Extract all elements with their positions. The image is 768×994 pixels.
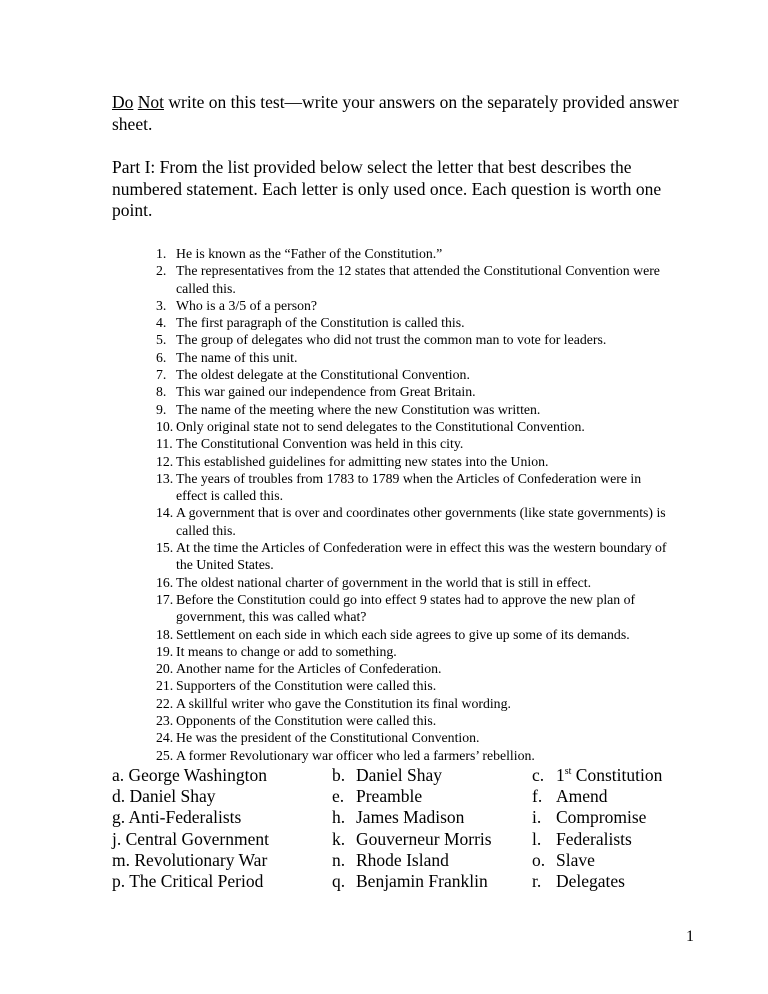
question-text: The years of troubles from 1783 to 1789 when the Articles of Confederation were in effect is called this. [176,470,642,504]
answer-letter: e. [332,786,345,807]
question-number: 3. [156,297,167,313]
answer-choice [332,829,512,850]
question-item [156,366,668,383]
question-list [156,245,668,764]
question-item [156,574,668,591]
question-item [156,297,668,314]
answer-choice [112,807,312,828]
answer-choice [332,871,512,892]
question-item [156,695,668,712]
answer-text: Amend [556,786,608,807]
question-text: A former Revolutionary war officer who led a farmers’ rebellion. [176,747,535,763]
question-text: The Constitutional Convention was held in this city. [176,436,464,452]
question-item [156,660,668,677]
answer-choice [532,850,722,871]
answer-choice [532,807,722,828]
question-text: The name of this unit. [176,349,298,365]
question-text: A skillful writer who gave the Constitution its final wording. [176,695,511,711]
question-number: 1. [156,246,167,261]
question-number: 9. [156,401,167,417]
answer-text: Federalists [556,828,632,849]
answer-choice [112,765,312,786]
part1-directions: Part I: From the list provided below select the letter that best describes the numbered statement. Each letter is only used once. Each question is worth one point. [112,157,662,220]
answer-choice [112,871,312,892]
answer-text: Slave [556,849,595,870]
answer-text: Rhode Island [356,849,449,870]
answer-letter: g. [112,807,126,828]
question-text: Settlement on each side in which each side agrees to give up some of its demands. [176,626,630,642]
question-number: 24. [156,730,174,746]
question-item [156,643,668,660]
answer-letter: k. [332,828,346,849]
question-number: 21. [156,678,174,694]
answer-text: Compromise [556,807,647,828]
question-number: 19. [156,643,174,659]
question-text: He was the president of the Constitutional Convention. [176,730,480,746]
question-number: 18. [156,626,174,642]
answer-ordinal-suffix: st [564,766,572,778]
answer-choice [112,786,312,807]
answer-text: George Washington [128,765,267,785]
answer-letter: q. [332,871,346,892]
question-number: 11. [156,436,173,452]
question-number: 5. [156,332,167,348]
question-text: The oldest national charter of government in the world that is still in effect. [176,574,592,590]
question-number: 17. [156,591,174,607]
instructions [112,92,692,135]
question-text: Another name for the Articles of Confederation. [176,661,442,677]
answer-choice [332,807,512,828]
answer-text: Revolutionary War [134,849,268,870]
question-number: 7. [156,367,167,383]
question-item [156,435,668,452]
answer-text: The Critical Period [129,871,264,892]
answer-ordinal: 1 [556,765,565,785]
answer-column-2 [332,765,512,892]
instructions-rest: write on this test—write your answers on the separately provided answer sheet. [112,92,679,134]
answer-choice [332,850,512,871]
answer-choice [532,765,722,786]
question-text: The name of the meeting where the new Constitution was written. [176,401,541,417]
question-text: The oldest delegate at the Constitutional Convention. [176,367,470,383]
answer-letter: b. [332,765,346,785]
question-number: 13. [156,470,174,486]
question-number: 15. [156,540,174,556]
page-number: 1 [686,928,694,945]
question-text: At the time the Articles of Confederation were in effect this was the western boundary of the United States. [176,540,667,573]
answer-letter: a. [112,765,125,785]
question-item [156,331,668,348]
question-item [156,470,668,505]
question-item [156,349,668,366]
question-number: 20. [156,661,174,677]
not-underlined: Not [137,92,165,112]
answer-text: Preamble [356,786,423,807]
question-number: 25. [156,747,174,763]
answer-column-1 [112,765,312,892]
question-text: This established guidelines for admitting new states into the Union. [176,453,549,469]
question-item [156,626,668,643]
question-text: A government that is over and coordinates other governments (like state governments) is called this. [176,505,666,538]
answer-letter: d. [112,786,126,807]
question-number: 8. [156,384,167,400]
question-item [156,401,668,418]
question-text: Only original state not to send delegates to the Constitutional Convention. [176,418,585,434]
answer-choice [532,786,722,807]
question-number: 16. [156,574,174,590]
question-item [156,383,668,400]
answer-letter: l. [532,828,542,849]
question-number: 2. [156,263,167,279]
answer-text: Daniel Shay [129,786,216,807]
question-number: 10. [156,418,174,434]
question-item [156,418,668,435]
answer-text: Central Government [125,828,269,849]
answer-text: Delegates [556,871,625,892]
answer-letter: i. [532,807,542,828]
answer-letter: p. [112,871,126,892]
answer-letter: r. [532,871,542,892]
question-text: The first paragraph of the Constitution is called this. [176,315,465,331]
answer-text: Constitution [571,765,663,785]
answer-text: Anti-Federalists [128,807,242,828]
question-text: Opponents of the Constitution were called this. [176,713,437,729]
answer-text: Daniel Shay [356,765,443,785]
answer-choice [532,871,722,892]
answer-letter: c. [532,765,545,785]
question-text: This war gained our independence from Great Britain. [176,384,476,400]
answer-text: Gouverneur Morris [356,828,492,849]
question-text: The representatives from the 12 states that attended the Constitutional Convention were called this. [176,263,660,296]
question-item [156,262,668,297]
question-item [156,314,668,331]
question-number: 22. [156,695,174,711]
answer-column-3 [532,765,722,892]
answer-letter: o. [532,849,546,870]
question-number: 4. [156,315,167,331]
question-text: Before the Constitution could go into effect 9 states had to approve the new plan of government, this was called what? [176,591,636,625]
answer-letter: j. [112,828,122,849]
question-text: It means to change or add to something. [176,643,397,659]
answer-choice [332,786,512,807]
answer-text: James Madison [356,807,465,828]
question-number: 14. [156,505,174,521]
question-text: He is known as the “Father of the Constitution.” [176,246,443,261]
answer-choice [112,850,312,871]
answer-choice [532,829,722,850]
question-text: Who is a 3/5 of a person? [176,297,317,313]
question-item [156,591,668,626]
answer-choice [332,765,512,786]
question-number: 6. [156,349,167,365]
do-underlined: Do [112,92,134,112]
question-item [156,712,668,729]
question-item [156,729,668,746]
question-item [156,504,668,539]
answer-letter: h. [332,807,346,828]
question-text: Supporters of the Constitution were called this. [176,678,437,694]
answer-letter: f. [532,786,543,807]
question-item [156,245,668,262]
question-item [156,539,668,574]
question-number: 12. [156,453,174,469]
question-item [156,747,668,764]
answer-choice [112,829,312,850]
question-text: The group of delegates who did not trust the common man to vote for leaders. [176,332,607,348]
answer-letter: m. [112,849,130,870]
question-number: 23. [156,713,174,729]
question-item [156,677,668,694]
answer-letter: n. [332,849,346,870]
answer-text: Benjamin Franklin [356,871,488,892]
question-item [156,453,668,470]
